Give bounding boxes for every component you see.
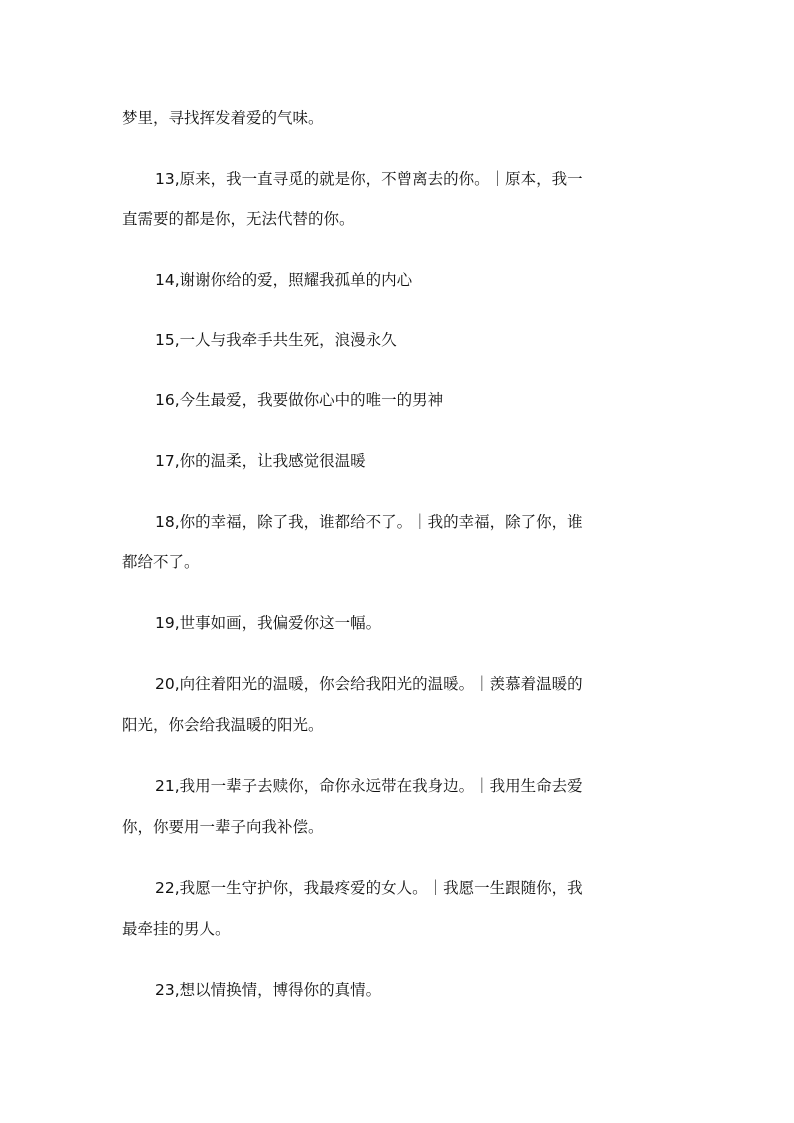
- text-line: 13,原来，我一直寻觅的就是你，不曾离去的你。｜原本，我一: [155, 170, 583, 188]
- text-line: 阳光，你会给我温暖的阳光。: [122, 716, 324, 734]
- text-line: 15,一人与我牵手共生死，浪漫永久: [155, 331, 397, 349]
- text-line: 梦里，寻找挥发着爱的气味。: [122, 109, 324, 127]
- text-line: 最牵挂的男人。: [122, 920, 231, 938]
- text-line: 19,世事如画，我偏爱你这一幅。: [155, 614, 382, 632]
- text-line: 都给不了。: [122, 553, 200, 571]
- text-line: 22,我愿一生守护你，我最疼爱的女人。｜我愿一生跟随你，我: [155, 879, 583, 897]
- text-line: 21,我用一辈子去赎你，命你永远带在我身边。｜我用生命去爱: [155, 777, 583, 795]
- text-line: 23,想以情换情，博得你的真情。: [155, 981, 382, 999]
- text-line: 20,向往着阳光的温暖，你会给我阳光的温暖。｜羡慕着温暖的: [155, 675, 583, 693]
- text-line: 18,你的幸福，除了我，谁都给不了。｜我的幸福，除了你，谁: [155, 513, 583, 531]
- text-line: 你，你要用一辈子向我补偿。: [122, 818, 324, 836]
- text-line: 14,谢谢你给的爱，照耀我孤单的内心: [155, 271, 413, 289]
- text-line: 17,你的温柔，让我感觉很温暖: [155, 452, 366, 470]
- text-line: 16,今生最爱，我要做你心中的唯一的男神: [155, 391, 444, 409]
- text-line: 直需要的都是你，无法代替的你。: [122, 210, 355, 228]
